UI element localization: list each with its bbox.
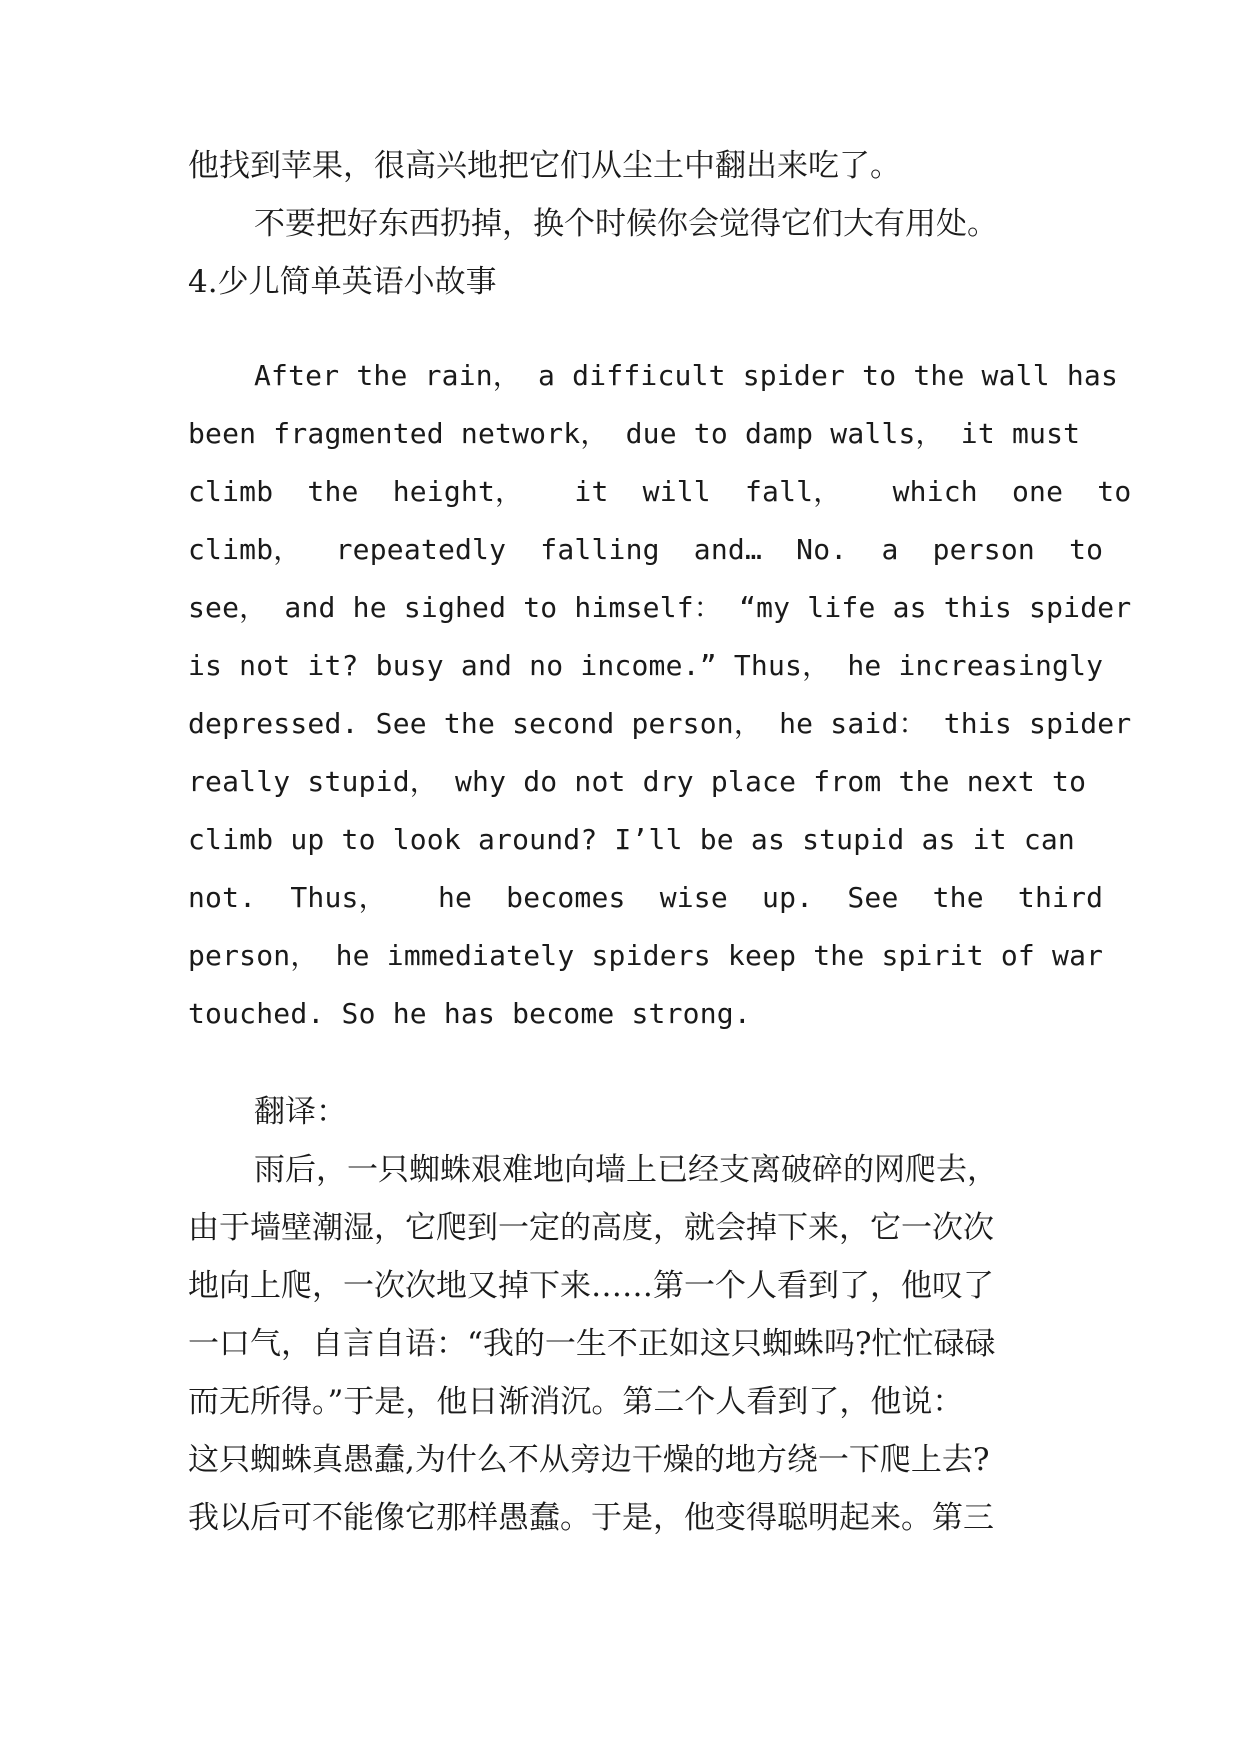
- translation-line: 我以后可不能像它那样愚蠢。于是，他变得聪明起来。第三: [188, 1500, 994, 1536]
- translation-line: 雨后，一只蜘蛛艰难地向墙上已经支离破碎的网爬去，: [254, 1152, 998, 1188]
- english-line: depressed. See the second person， he said： this spider: [188, 707, 1132, 740]
- english-line: been fragmented network， due to damp walls， it must: [188, 417, 1081, 450]
- english-story: [188, 347, 1138, 1043]
- translation-line: 这只蜘蛛真愚蠢,为什么不从旁边干燥的地方绕一下爬上去?: [188, 1442, 990, 1478]
- translation-label: 翻译：: [254, 1094, 347, 1130]
- english-line: climb the height， it will fall， which one to: [188, 475, 1132, 508]
- translation-line: 而无所得。”于是，他日渐消沉。第二个人看到了，他说：: [188, 1384, 964, 1420]
- translation-line: 一口气，自言自语：“我的一生不正如这只蜘蛛吗?忙忙碌碌: [188, 1326, 996, 1362]
- english-line: climb up to look around? I’ll be as stupid as it can: [188, 823, 1075, 856]
- story-moral: 不要把好东西扔掉，换个时候你会觉得它们大有用处。: [254, 206, 998, 242]
- translation-line: 由于墙壁潮湿，它爬到一定的高度，就会掉下来，它一次次: [188, 1210, 994, 1246]
- previous-story-ending: [188, 137, 1138, 311]
- english-line: person， he immediately spiders keep the spirit of war: [188, 939, 1104, 972]
- section-title: 4.少儿简单英语小故事: [188, 264, 497, 300]
- english-line: really stupid， why do not dry place from the next to: [188, 765, 1087, 798]
- english-line: not. Thus， he becomes wise up. See the third: [188, 881, 1104, 914]
- translation-line: 地向上爬，一次次地又掉下来……第一个人看到了，他叹了: [188, 1268, 994, 1304]
- chinese-translation: [188, 1083, 1138, 1547]
- english-line: touched. So he has become strong.: [188, 997, 751, 1030]
- english-line: is not it? busy and no income.” Thus， he increasingly: [188, 649, 1104, 682]
- story-sentence: 他找到苹果，很高兴地把它们从尘土中翻出来吃了。: [188, 148, 901, 184]
- english-line: climb， repeatedly falling and… No. a person to: [188, 533, 1104, 566]
- english-line: see， and he sighed to himself： “my life as this spider: [188, 591, 1132, 624]
- english-line: After the rain， a difficult spider to the wall has: [254, 359, 1119, 392]
